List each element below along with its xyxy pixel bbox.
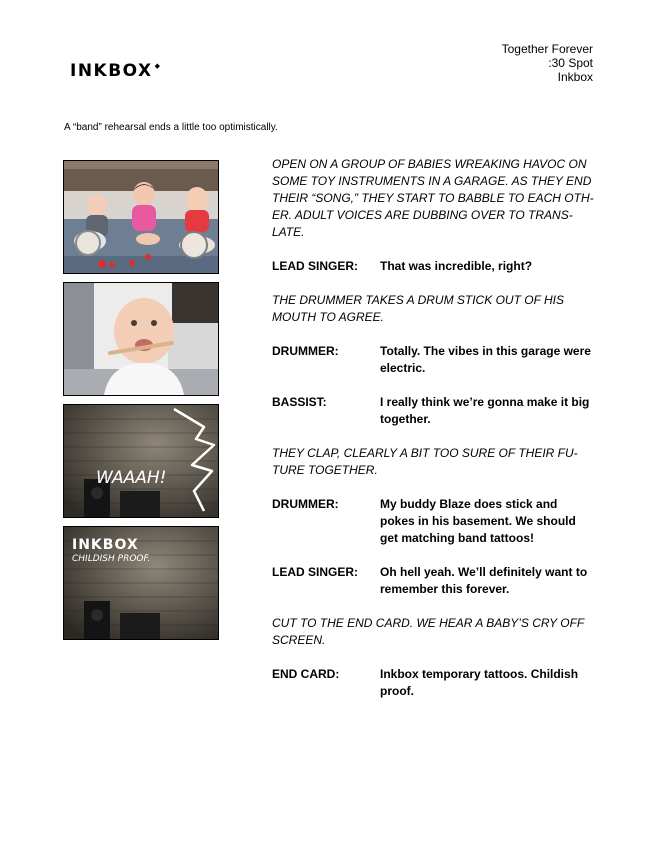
waaah-image bbox=[64, 405, 218, 517]
end-card-tagline: CHILDISH PROOF. bbox=[72, 554, 151, 564]
stage-direction: THEY CLAP, CLEARLY A BIT TOO SURE OF THEIR FU-TURE TOGETHER. bbox=[272, 446, 578, 477]
dialogue-line bbox=[272, 496, 594, 547]
storyboard-frames bbox=[63, 160, 219, 648]
dialogue-line bbox=[272, 343, 594, 377]
storyboard-frame-babies-band bbox=[63, 160, 219, 274]
inkbox-logo bbox=[70, 62, 160, 80]
script-header bbox=[502, 42, 593, 84]
dialogue-text: Totally. The vibes in this garage were electric. bbox=[380, 344, 591, 375]
storyboard-frame-end-card bbox=[63, 526, 219, 640]
end-card-image bbox=[64, 527, 218, 639]
dialogue-line bbox=[272, 258, 594, 275]
dialogue-line bbox=[272, 666, 594, 700]
speaker-name: DRUMMER: bbox=[272, 497, 339, 511]
dialogue-line bbox=[272, 394, 594, 428]
dialogue-text: Oh hell yeah. We’ll definitely want to remember this forever. bbox=[380, 565, 588, 596]
spot-length: :30 Spot bbox=[548, 56, 593, 70]
dialogue-text: My buddy Blaze does stick and pokes in his basement. We should get matching band tattoos! bbox=[380, 497, 576, 545]
script-body bbox=[272, 156, 594, 717]
logo-text: INKBOX bbox=[70, 61, 153, 81]
dialogue-text: Inkbox temporary tattoos. Childish proof. bbox=[380, 667, 579, 698]
speaker-name: END CARD: bbox=[272, 667, 340, 681]
drummer-baby-image bbox=[64, 283, 218, 395]
stage-direction: OPEN ON A GROUP OF BABIES WREAKING HAVOC ON SOME TOY INSTRUMENTS IN A GARAGE. AS THEY END THEIR “SONG,” THEY START TO BABBLE TO EACH OTH-ER. ADULT VOICES ARE DUBBING OVER TO TRANS-LATE. bbox=[272, 157, 594, 239]
logline: A “band” rehearsal ends a little too optimistically. bbox=[64, 122, 278, 133]
stage-direction: THE DRUMMER TAKES A DRUM STICK OUT OF HIS MOUTH TO AGREE. bbox=[272, 293, 565, 324]
spot-title: Together Forever bbox=[501, 42, 593, 56]
dialogue-text: That was incredible, right? bbox=[380, 259, 533, 273]
client-name: Inkbox bbox=[557, 70, 593, 84]
speaker-name: LEAD SINGER: bbox=[272, 259, 359, 273]
ink-drop-icon: ◆ bbox=[154, 63, 161, 70]
storyboard-frame-waaah bbox=[63, 404, 219, 518]
speaker-name: DRUMMER: bbox=[272, 344, 339, 358]
stage-direction: CUT TO THE END CARD. WE HEAR A BABY’S CRY OFF SCREEN. bbox=[272, 616, 585, 647]
babies-band-image bbox=[64, 161, 218, 273]
end-card-logo-text: INKBOX bbox=[72, 537, 139, 553]
dialogue-text: I really think we’re gonna make it big together. bbox=[380, 395, 590, 426]
dialogue-line bbox=[272, 564, 594, 598]
speaker-name: LEAD SINGER: bbox=[272, 565, 359, 579]
speaker-name: BASSIST: bbox=[272, 395, 327, 409]
waaah-text: WAAAH! bbox=[96, 468, 167, 488]
storyboard-frame-drummer bbox=[63, 282, 219, 396]
